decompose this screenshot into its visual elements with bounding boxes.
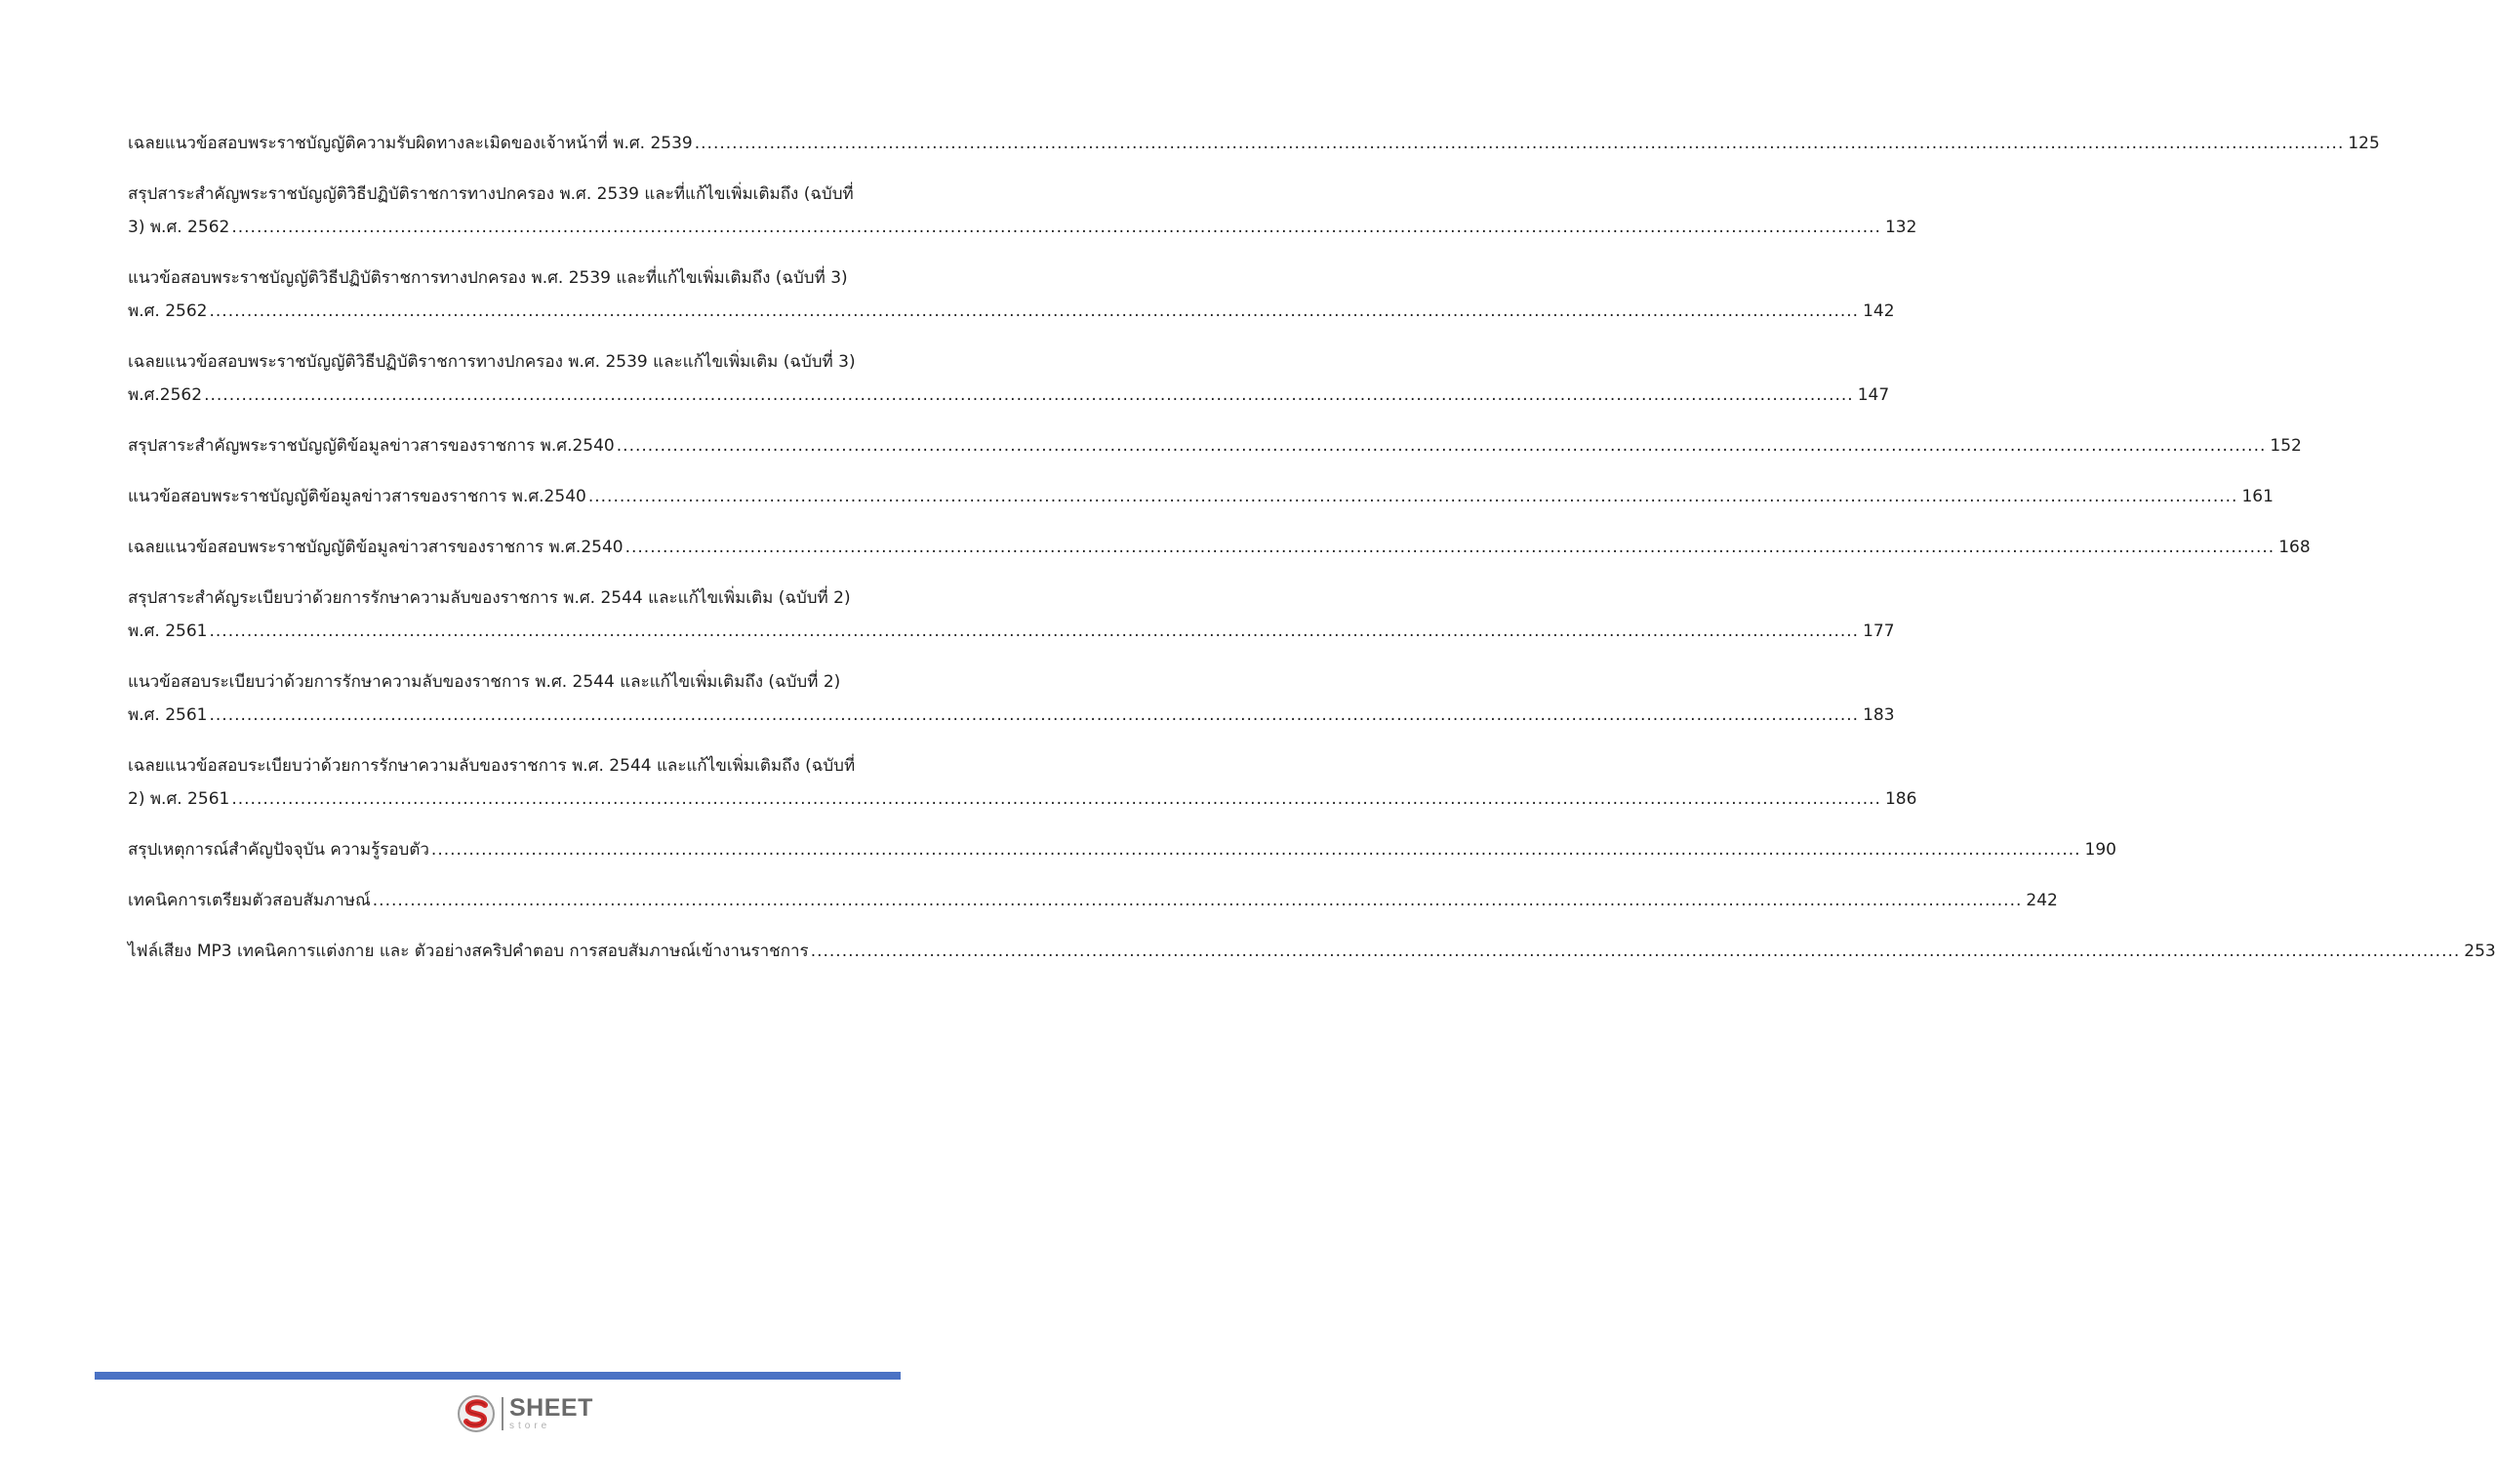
toc-entry-title: เทคนิคการเตรียมตัวสอบสัมภาษณ์ bbox=[128, 891, 371, 910]
toc-entry[interactable] bbox=[128, 127, 2380, 160]
toc-entry-title: สรุปสาระสำคัญพระราชบัญญัติข้อมูลข่าวสารของราชการ พ.ศ.2540 bbox=[128, 436, 615, 456]
toc-entry-title-line2: พ.ศ. 2562 bbox=[128, 301, 208, 321]
toc-page-number: 147 bbox=[1857, 385, 1890, 405]
dot-leader bbox=[588, 480, 2238, 513]
logo-subtitle: store bbox=[509, 1421, 551, 1431]
toc-entry-title: ไฟล์เสียง MP3 เทคนิคการแต่งกาย และ ตัวอย่างสคริปคำตอบ การสอบสัมภาษณ์เข้างานราชการ bbox=[128, 942, 809, 961]
toc-page-number: 186 bbox=[1884, 789, 1917, 809]
toc-page-number: 161 bbox=[2241, 487, 2274, 506]
toc-entry-title-line1: แนวข้อสอบระเบียบว่าด้วยการรักษาความลับของราชการ พ.ศ. 2544 และแก้ไขเพิ่มเติมถึง (ฉบับที่ 2) bbox=[128, 672, 841, 692]
toc-entry[interactable] bbox=[128, 935, 2496, 968]
toc-page-number: 168 bbox=[2278, 538, 2311, 557]
toc-entry[interactable] bbox=[128, 531, 2311, 564]
toc-entry-title-line1: เฉลยแนวข้อสอบพระราชบัญญัติวิธีปฏิบัติราชการทางปกครอง พ.ศ. 2539 และแก้ไขเพิ่มเติม (ฉบับที่ 3) bbox=[128, 352, 856, 372]
toc-page-number: 125 bbox=[2348, 134, 2380, 153]
logo-title: SHEET bbox=[509, 1394, 593, 1422]
toc-entry-title-line2: พ.ศ. 2561 bbox=[128, 705, 208, 725]
toc-entry-title-line2: พ.ศ. 2561 bbox=[128, 622, 208, 641]
toc-entry[interactable] bbox=[128, 178, 1917, 244]
dot-leader bbox=[204, 379, 1854, 412]
sheet-store-logo bbox=[457, 1392, 593, 1435]
toc-page-number: 190 bbox=[2084, 840, 2116, 860]
toc-entry-title-line2: 3) พ.ศ. 2562 bbox=[128, 218, 230, 237]
toc-row bbox=[128, 480, 2274, 513]
dot-leader bbox=[625, 531, 2275, 564]
logo-wordmark bbox=[509, 1396, 593, 1431]
toc-row bbox=[128, 782, 1917, 816]
toc-page-number: 242 bbox=[2026, 891, 2058, 910]
dot-leader bbox=[209, 615, 1859, 648]
toc-row bbox=[128, 379, 1890, 412]
toc-page-number: 253 bbox=[2464, 942, 2496, 961]
toc-page-number: 152 bbox=[2270, 436, 2302, 456]
toc-row bbox=[128, 531, 2311, 564]
toc-entry-title: เฉลยแนวข้อสอบพระราชบัญญัติความรับผิดทางละเมิดของเจ้าหน้าที่ พ.ศ. 2539 bbox=[128, 134, 693, 153]
toc-entry-title: เฉลยแนวข้อสอบพระราชบัญญัติข้อมูลข่าวสารของราชการ พ.ศ.2540 bbox=[128, 538, 624, 557]
dot-leader bbox=[811, 935, 2461, 968]
dot-leader bbox=[209, 295, 1859, 328]
toc-row bbox=[128, 211, 1917, 244]
toc-row bbox=[128, 127, 2380, 160]
toc-entry-title-line1: เฉลยแนวข้อสอบระเบียบว่าด้วยการรักษาความลับของราชการ พ.ศ. 2544 และแก้ไขเพิ่มเติมถึง (ฉบับที่ bbox=[128, 756, 856, 776]
toc-entry-title-line2: พ.ศ.2562 bbox=[128, 385, 203, 405]
toc-page-number: 177 bbox=[1863, 622, 1895, 641]
toc-row bbox=[128, 699, 1895, 732]
toc-entry[interactable] bbox=[128, 480, 2274, 513]
footer-divider bbox=[95, 1372, 901, 1380]
dot-leader bbox=[431, 833, 2081, 866]
toc-entry-title-line1: แนวข้อสอบพระราชบัญญัติวิธีปฏิบัติราชการทางปกครอง พ.ศ. 2539 และที่แก้ไขเพิ่มเติมถึง (ฉบับที่ 3) bbox=[128, 268, 848, 288]
toc-row bbox=[128, 884, 2058, 917]
toc-entry[interactable] bbox=[128, 884, 2058, 917]
dot-leader bbox=[231, 782, 1881, 816]
dot-leader bbox=[617, 429, 2267, 462]
toc-entry-title-line2: 2) พ.ศ. 2561 bbox=[128, 789, 230, 809]
toc-entry[interactable] bbox=[128, 833, 2116, 866]
toc-entry[interactable] bbox=[128, 749, 1917, 816]
toc-entry[interactable] bbox=[128, 665, 1895, 732]
dot-leader bbox=[209, 699, 1859, 732]
toc-row bbox=[128, 295, 1895, 328]
toc-row bbox=[128, 833, 2116, 866]
dot-leader bbox=[231, 211, 1881, 244]
toc-entry[interactable] bbox=[128, 429, 2302, 462]
toc-row bbox=[128, 615, 1895, 648]
toc-row bbox=[128, 429, 2302, 462]
toc-entry[interactable] bbox=[128, 261, 1895, 328]
toc-page-number: 183 bbox=[1863, 705, 1895, 725]
toc-page-number: 142 bbox=[1863, 301, 1895, 321]
toc-page-number: 132 bbox=[1884, 218, 1917, 237]
dot-leader bbox=[373, 884, 2023, 917]
toc-entry-title-line1: สรุปสาระสำคัญระเบียบว่าด้วยการรักษาความลับของราชการ พ.ศ. 2544 และแก้ไขเพิ่มเติม (ฉบับที่ 2) bbox=[128, 588, 851, 608]
s-logo-icon bbox=[457, 1394, 496, 1433]
toc-row bbox=[128, 935, 2496, 968]
logo-separator bbox=[502, 1397, 503, 1430]
toc-entry[interactable] bbox=[128, 345, 1890, 412]
toc-entry-title-line1: สรุปสาระสำคัญพระราชบัญญัติวิธีปฏิบัติราชการทางปกครอง พ.ศ. 2539 และที่แก้ไขเพิ่มเติมถึง (ฉบับที่ bbox=[128, 184, 854, 204]
table-of-contents bbox=[128, 127, 2496, 985]
dot-leader bbox=[695, 127, 2345, 160]
toc-entry[interactable] bbox=[128, 582, 1895, 648]
toc-entry-title: สรุปเหตุการณ์สำคัญปัจจุบัน ความรู้รอบตัว bbox=[128, 840, 429, 860]
toc-entry-title: แนวข้อสอบพระราชบัญญัติข้อมูลข่าวสารของราชการ พ.ศ.2540 bbox=[128, 487, 586, 506]
